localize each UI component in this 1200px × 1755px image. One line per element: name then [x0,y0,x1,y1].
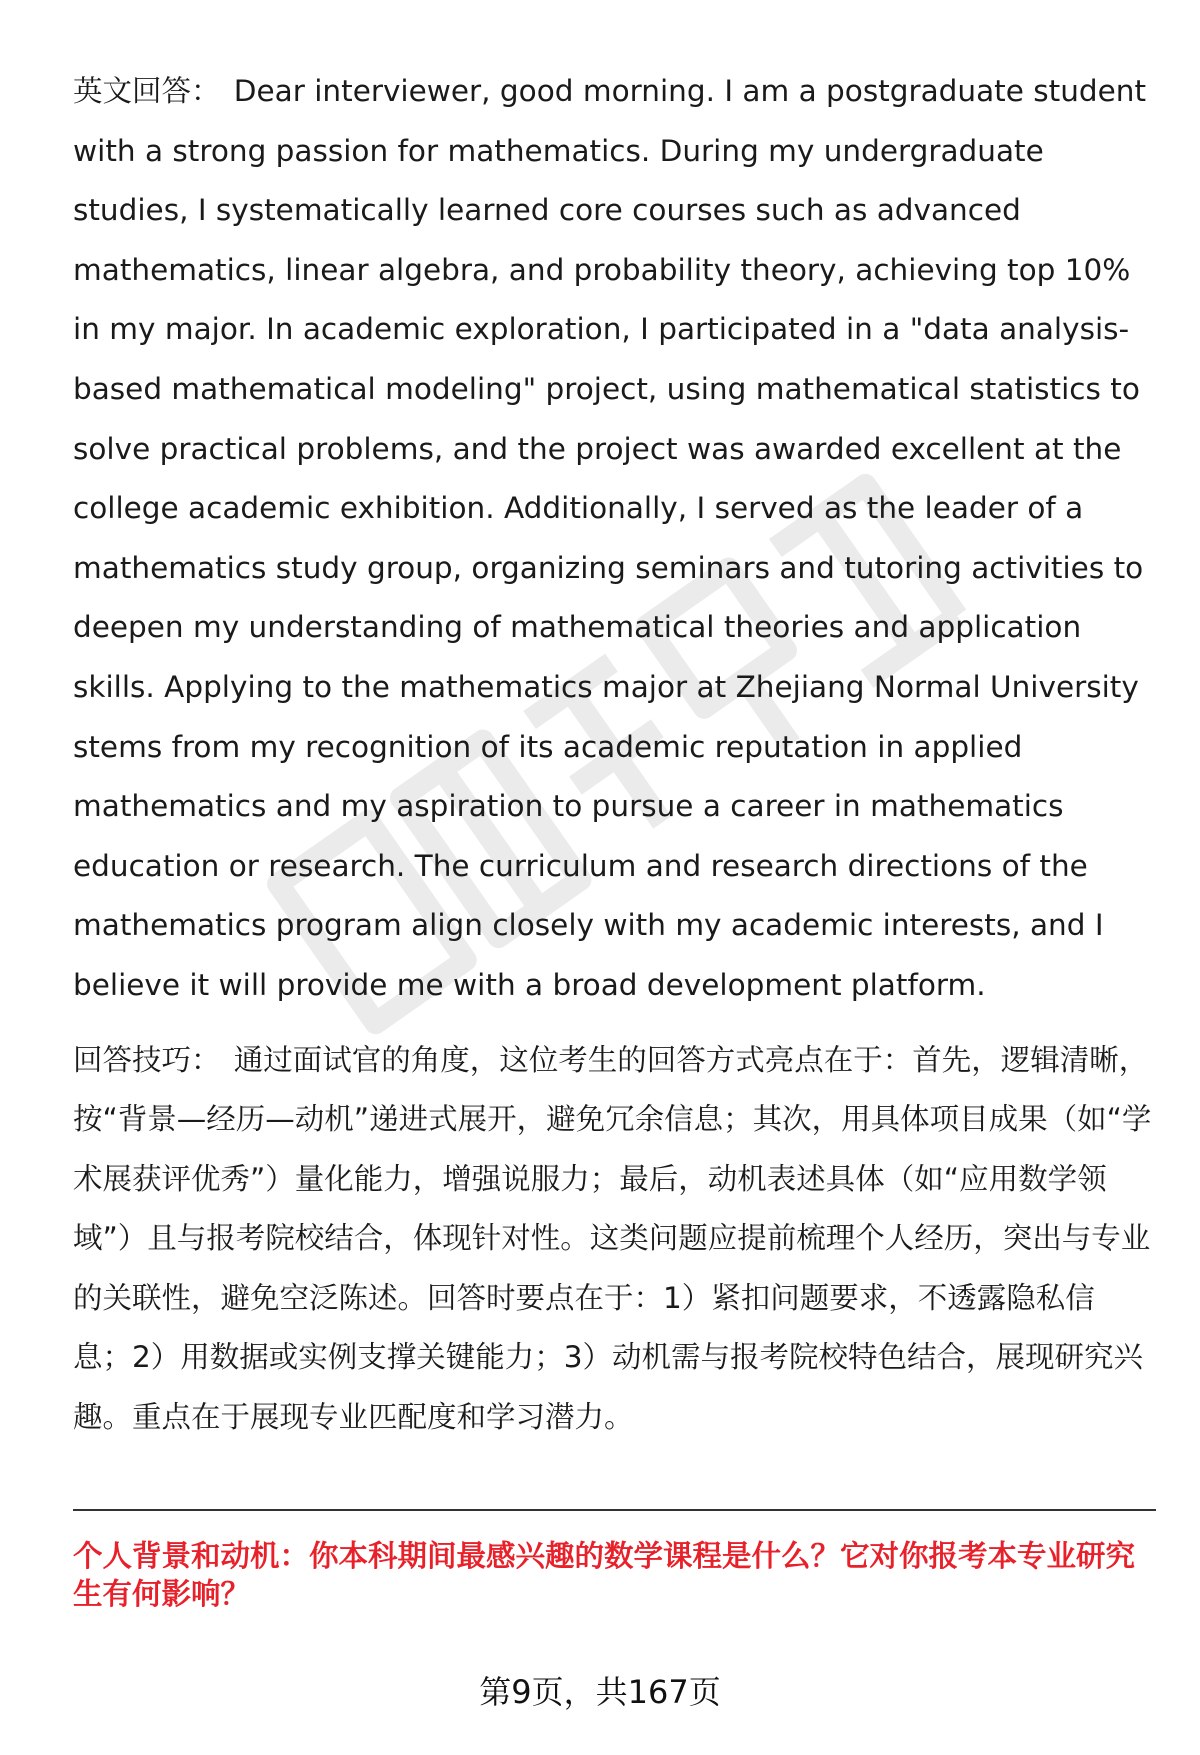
document-body [73,62,1153,1448]
english-answer-label: 英文回答： [73,74,221,108]
english-answer-paragraph [73,62,1153,1016]
next-question-heading: 个人背景和动机：你本科期间最感兴趣的数学课程是什么？它对你报考本专业研究生有何影响？ [73,1539,1136,1611]
answer-tips-text: 通过面试官的角度，这位考生的回答方式亮点在于：首先，逻辑清晰，按“背景—经历—动机”递进式展开，避免冗余信息；其次，用具体项目成果（如“学术展获评优秀”）量化能力，增强说服力；最后，动机表述具体（如“应用数学领域”）且与报考院校结合，体现针对性。这类问题应提前梳理个人经历，突出与专业的关联性，避免空泛陈述。回答时要点在于：1）紧扣问题要求，不透露隐私信息；2）用数据或实例支撑关键能力；3）动机需与报考院校特色结合，展现研究兴趣。重点在于展现专业匹配度和学习潜力。 [73,1042,1152,1435]
english-answer-text: Dear interviewer, good morning. I am a postgraduate student with a strong passion for mathematics. During my undergraduate studies, I systematically learned core courses such as advanced mathematics, linear algebra, and probability theory, achieving top 10% in my major. In academic exploration, I participated in a "data analysis-based mathematical modeling" project, using mathematical statistics to solve practical problems, and the project was awarded excellent at the college academic exhibition. Additionally, I served as the leader of a mathematics study group, organizing seminars and tutoring activities to deepen my understanding of mathematical theories and application skills. Applying to the mathematics major at Zhejiang Normal University stems from my recognition of its academic reputation in applied mathematics and my aspiration to pursue a career in mathematics education or research. The curriculum and research directions of the mathematics program align closely with my academic interests, and I believe it will provide me with a broad development platform. [73,74,1147,1002]
section-divider [73,1509,1156,1511]
page-number-footer: 第9页，共167页 [479,1673,721,1711]
answer-tips-label: 回答技巧： [73,1042,221,1077]
answer-tips-paragraph [73,1031,1153,1448]
